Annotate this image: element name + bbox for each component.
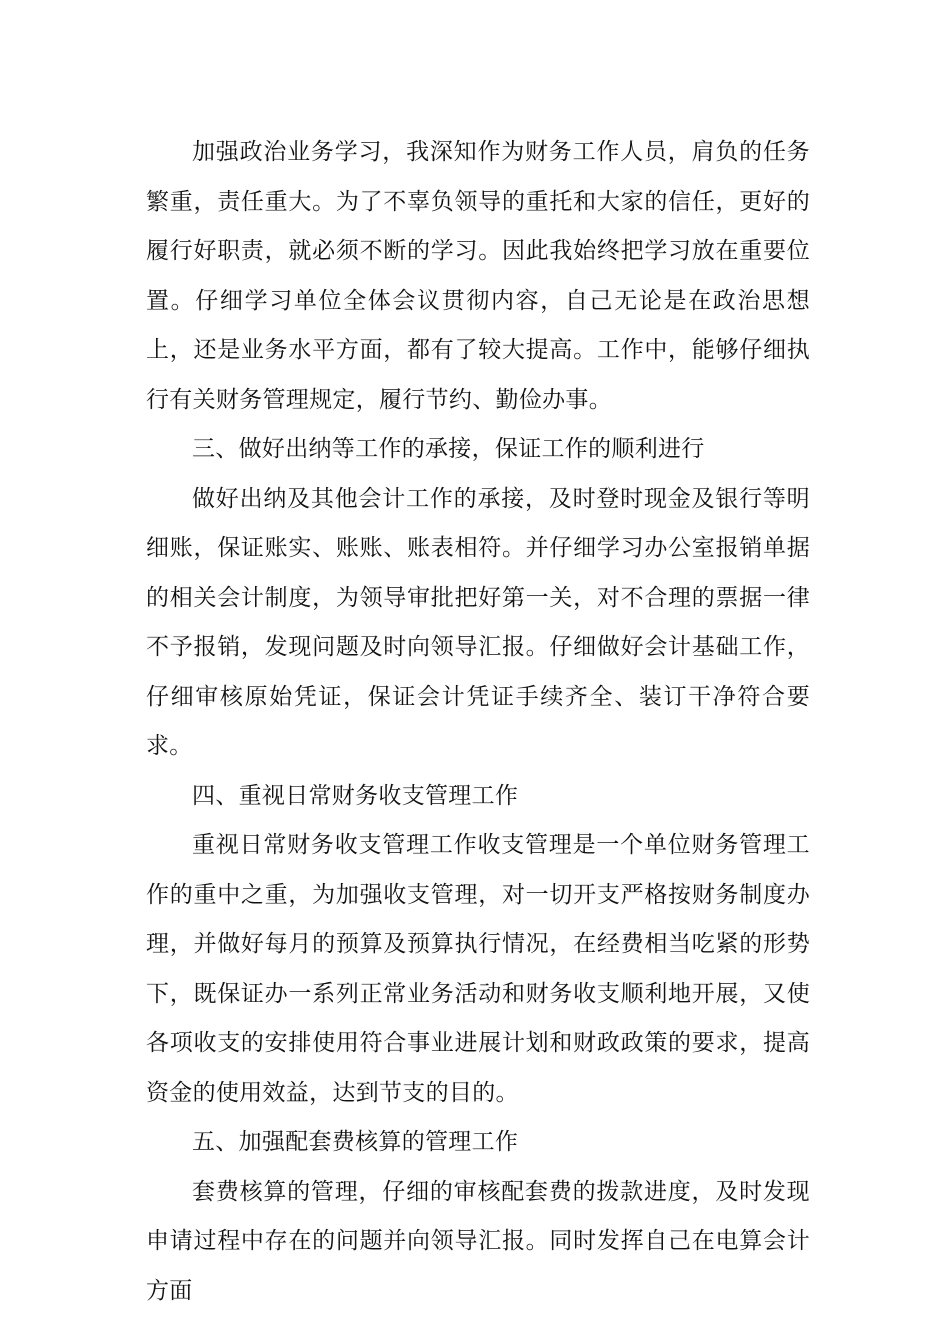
section-heading-cashier-handover: 三、做好出纳等工作的承接，保证工作的顺利进行 [192, 436, 705, 462]
paragraph-daily-finance: 重视日常财务收支管理工作收支管理是一个单位财务管理工作的重中之重，为加强收支管理，对一切开支严格按财务制度办理，并做好每月的预算及预算执行情况，在经费相当吃紧的形势下，既保证办一系列正常业务活动和财务收支顺利地开展，又使各项收支的安排使用符合事业进展计划和财政政策的要求，提高资金的使用效益，达到节支的目的。 [146, 832, 810, 1106]
section-heading-daily-finance: 四、重视日常财务收支管理工作 [192, 782, 519, 809]
section-heading-supporting-fee: 五、加强配套费核算的管理工作 [192, 1129, 519, 1155]
document-body [146, 128, 810, 1316]
paragraph-study: 加强政治业务学习，我深知作为财务工作人员，肩负的任务繁重，责任重大。为了不辜负领导的重托和大家的信任，更好的履行好职责，就必须不断的学习。因此我始终把学习放在重要位置。仔细学习单位全体会议贯彻内容，自己无论是在政治思想上，还是业务水平方面，都有了较大提高。工作中，能够仔细执行有关财务管理规定，履行节约、勤俭办事。 [146, 139, 810, 413]
paragraph-cashier-handover: 做好出纳及其他会计工作的承接，及时登时现金及银行等明细账，保证账实、账账、账表相符。并仔细学习办公室报销单据的相关会计制度，为领导审批把好第一关，对不合理的票据一律不予报销，发现问题及时向领导汇报。仔细做好会计基础工作，仔细审核原始凭证，保证会计凭证手续齐全、装订干净符合要求。 [146, 485, 810, 759]
paragraph-supporting-fee: 套费核算的管理，仔细的审核配套费的拨款进度，及时发现申请过程中存在的问题并向领导汇报。同时发挥自己在电算会计方面 [146, 1178, 810, 1304]
